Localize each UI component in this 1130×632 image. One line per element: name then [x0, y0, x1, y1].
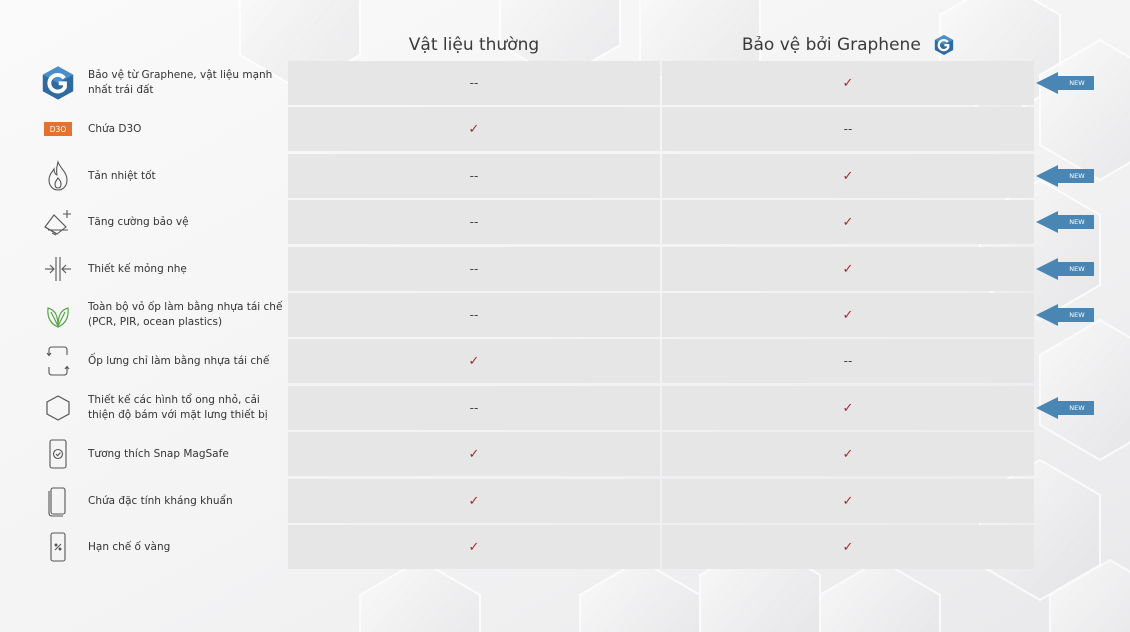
flame-icon: [38, 154, 78, 198]
dash-mark: --: [469, 401, 479, 415]
new-badge: [1036, 397, 1094, 419]
dash-mark: --: [469, 262, 479, 276]
check-mark: ✓: [468, 493, 480, 509]
leaf-icon: [38, 293, 78, 337]
feature-label: Thiết kế các hình tổ ong nhỏ, cải thiện độ bám với mặt lưng thiết bị: [88, 394, 268, 421]
new-badge: [1036, 165, 1094, 187]
shield-plus-icon: [38, 200, 78, 244]
cell-graphene: [662, 293, 1034, 337]
feature-label: Ốp lưng chỉ làm bằng nhựa tái chế: [88, 354, 270, 367]
cell-standard: [288, 339, 660, 383]
check-mark: ✓: [468, 446, 480, 462]
check-mark: ✓: [468, 539, 480, 555]
new-badge-label: NEW: [1069, 172, 1085, 180]
table-row: [0, 200, 1130, 244]
cell-graphene: [662, 432, 1034, 476]
check-mark: ✓: [842, 75, 854, 91]
table-row: [0, 339, 1130, 383]
cell-graphene: [662, 247, 1034, 291]
feature-label: Bảo vệ từ Graphene, vật liệu mạnh nhất trái đất: [88, 69, 273, 96]
feature-label: Tương thích Snap MagSafe: [88, 447, 229, 460]
cell-standard: [288, 200, 660, 244]
cell-standard: [288, 107, 660, 151]
check-mark: ✓: [842, 400, 854, 416]
graphene-logo-icon: [38, 61, 78, 105]
magsafe-phone-icon: [38, 432, 78, 476]
dash-mark: --: [469, 169, 479, 183]
new-badge-label: NEW: [1069, 79, 1085, 87]
cell-standard: [288, 247, 660, 291]
cell-graphene: [662, 107, 1034, 151]
table-row: [0, 479, 1130, 523]
antibacterial-phone-icon: [38, 479, 78, 523]
feature-label: Hạn chế ố vàng: [88, 540, 171, 553]
new-badge-label: NEW: [1069, 404, 1085, 412]
cell-graphene: [662, 479, 1034, 523]
hexagon-icon: [38, 386, 78, 430]
cell-graphene: [662, 339, 1034, 383]
feature-label: Chứa D3O: [88, 122, 142, 135]
dash-mark: --: [469, 308, 479, 322]
cell-graphene: [662, 525, 1034, 569]
new-badge-label: NEW: [1069, 265, 1085, 273]
check-mark: ✓: [468, 121, 480, 137]
column-header-graphene-label: Bảo vệ bởi Graphene: [741, 35, 921, 55]
cell-standard: [288, 293, 660, 337]
new-badge-label: NEW: [1069, 311, 1085, 319]
check-mark: ✓: [842, 493, 854, 509]
table-row: [0, 107, 1130, 151]
feature-label: Tản nhiệt tốt: [88, 169, 156, 182]
table-row: [0, 293, 1130, 337]
graphene-logo-icon: [934, 34, 954, 56]
column-header-standard: [288, 32, 660, 58]
feature-label: Chứa đặc tính kháng khuẩn: [88, 494, 233, 507]
new-badge: [1036, 304, 1094, 326]
cell-standard: [288, 386, 660, 430]
dash-mark: --: [469, 215, 479, 229]
column-header-standard-label: Vật liệu thường: [408, 35, 540, 55]
cell-graphene: [662, 154, 1034, 198]
column-header-graphene: [662, 32, 1034, 58]
thin-arrows-icon: [38, 247, 78, 291]
feature-label: Tăng cường bảo vệ: [88, 215, 189, 228]
check-mark: ✓: [468, 353, 480, 369]
table-row: [0, 61, 1130, 105]
dash-mark: --: [843, 354, 853, 368]
check-mark: ✓: [842, 539, 854, 555]
check-mark: ✓: [842, 214, 854, 230]
check-mark: ✓: [842, 307, 854, 323]
table-row: [0, 386, 1130, 430]
cell-graphene: [662, 200, 1034, 244]
cell-graphene: [662, 61, 1034, 105]
cell-standard: [288, 525, 660, 569]
dash-mark: --: [469, 76, 479, 90]
table-row: [0, 525, 1130, 569]
new-badge: [1036, 258, 1094, 280]
cell-standard: [288, 432, 660, 476]
cell-standard: [288, 61, 660, 105]
check-mark: ✓: [842, 446, 854, 462]
new-badge: [1036, 211, 1094, 233]
check-mark: ✓: [842, 261, 854, 277]
feature-label: Toàn bộ vỏ ốp làm bằng nhựa tái chế (PCR, PIR, ocean plastics): [88, 301, 283, 328]
feature-label: Thiết kế mỏng nhẹ: [88, 262, 187, 275]
new-badge: [1036, 72, 1094, 94]
cell-standard: [288, 479, 660, 523]
cell-standard: [288, 154, 660, 198]
recycle-phone-icon: [38, 339, 78, 383]
anti-yellow-phone-icon: [38, 525, 78, 569]
d3o-badge-text: D3O: [49, 125, 67, 134]
dash-mark: --: [843, 122, 853, 136]
table-row: [0, 432, 1130, 476]
cell-graphene: [662, 386, 1034, 430]
table-row: [0, 154, 1130, 198]
new-badge-label: NEW: [1069, 218, 1085, 226]
check-mark: ✓: [842, 168, 854, 184]
d3o-logo-icon: [38, 107, 78, 151]
table-row: [0, 247, 1130, 291]
